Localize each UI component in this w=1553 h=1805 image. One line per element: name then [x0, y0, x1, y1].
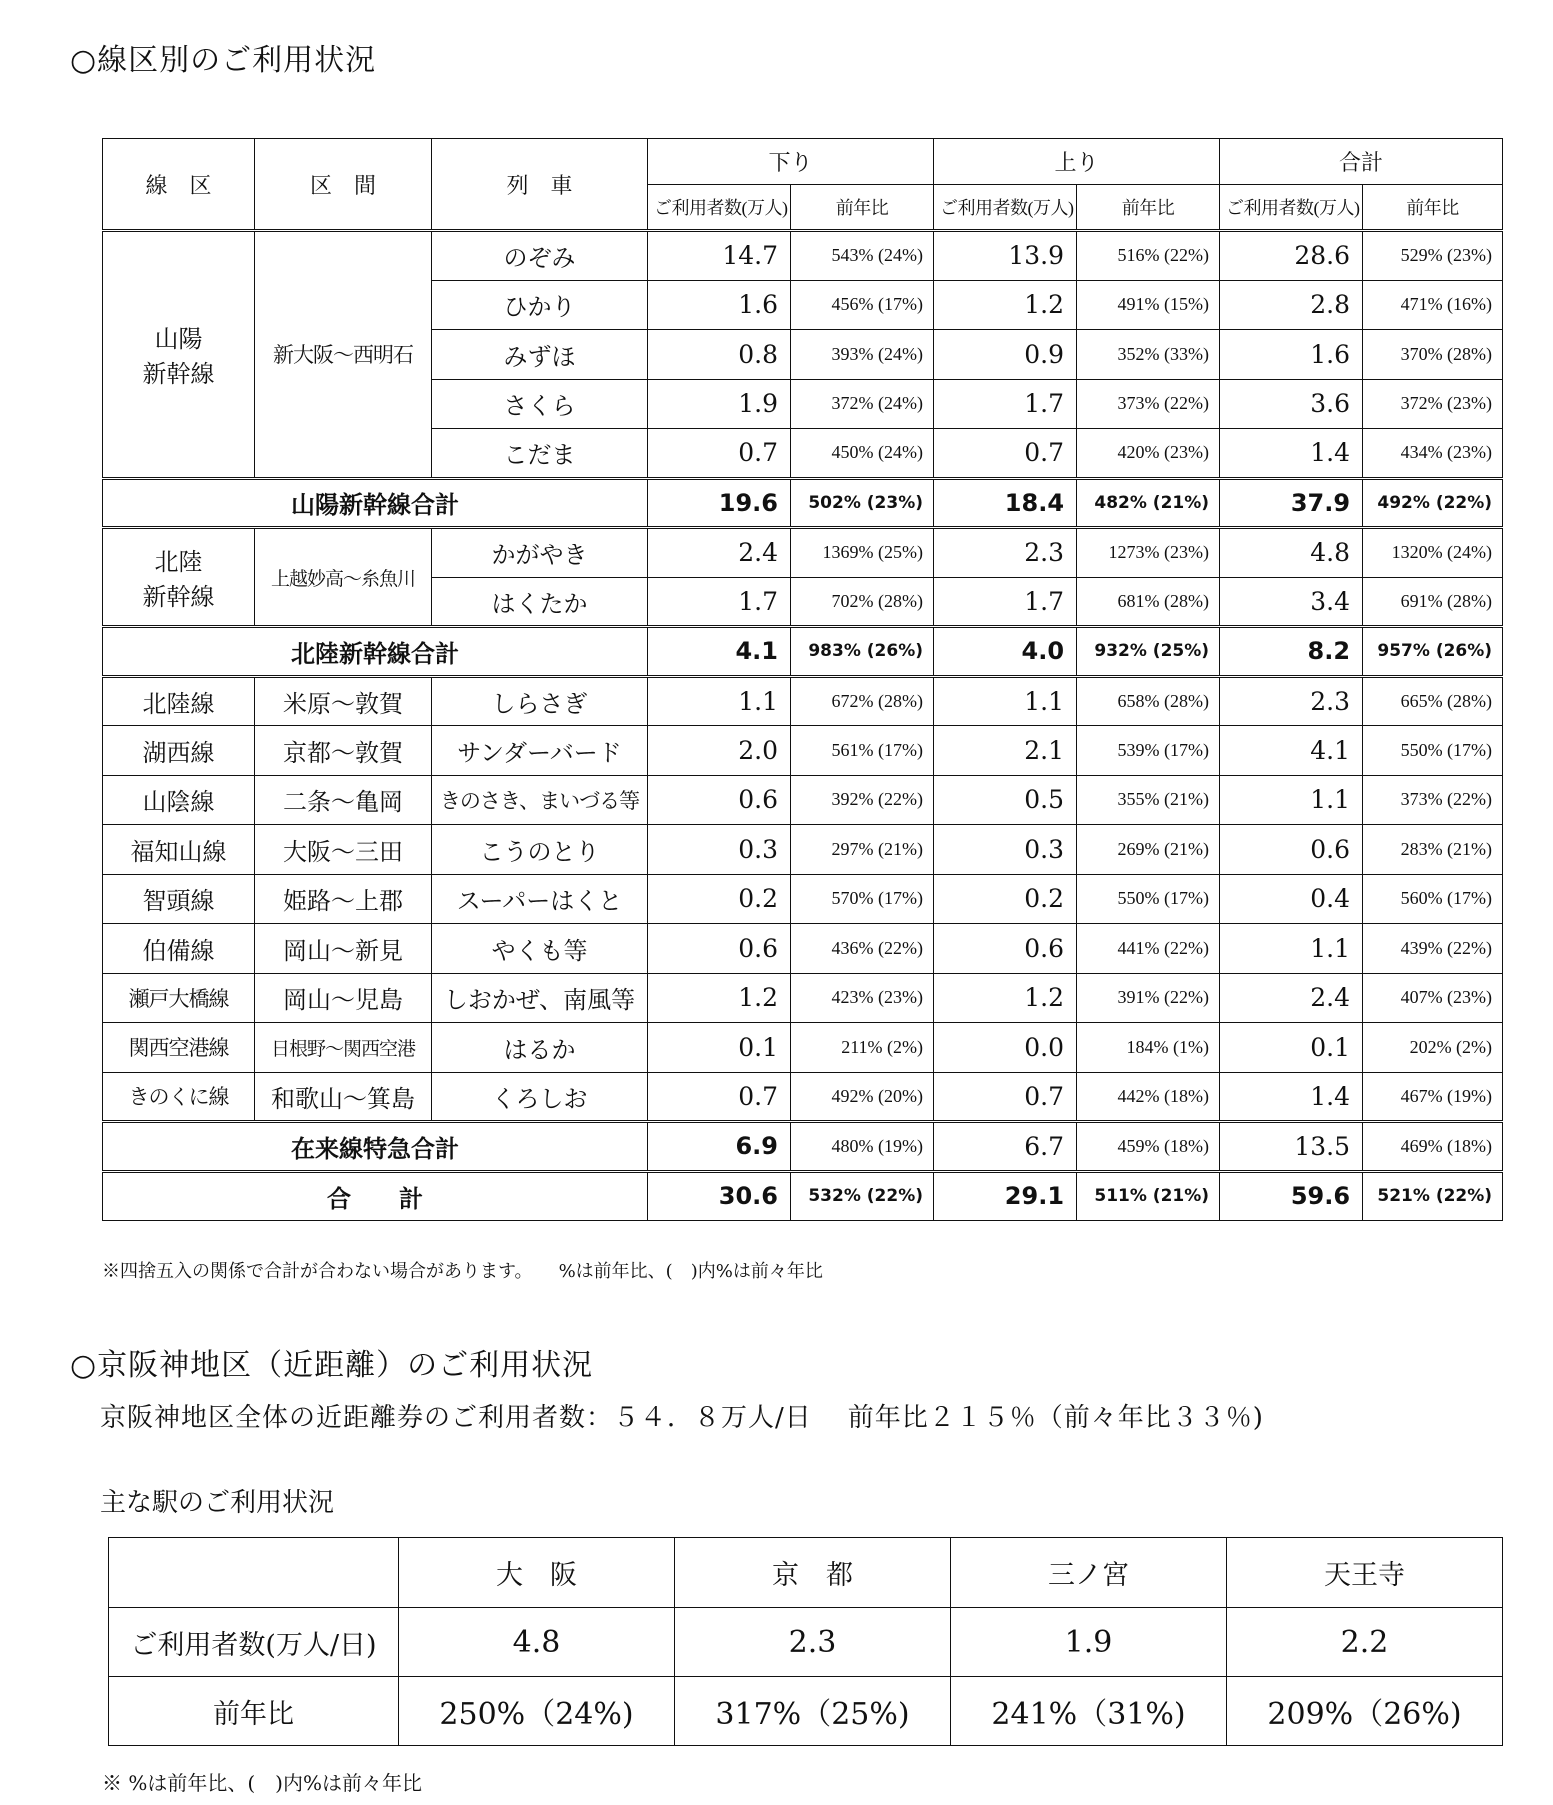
up-yoy: 932% (25%): [1077, 627, 1220, 677]
header-down-yoy: 前年比: [791, 185, 934, 231]
total-yoy: 560% (17%): [1363, 874, 1503, 924]
total-yoy: 202% (2%): [1363, 1023, 1503, 1073]
subtotal-label: 山陽新幹線合計: [103, 478, 648, 528]
total-yoy: 665% (28%): [1363, 676, 1503, 726]
station-yoy: 250%（24%): [399, 1677, 675, 1746]
up-yoy: 352% (33%): [1077, 330, 1220, 380]
total-riders: 28.6: [1220, 231, 1363, 281]
total-riders: 0.6: [1220, 825, 1363, 875]
line-name: 山陽 新幹線: [103, 231, 255, 479]
up-yoy: 539% (17%): [1077, 726, 1220, 776]
section-name: 京都～敦賀: [255, 726, 432, 776]
total-yoy: 529% (23%): [1363, 231, 1503, 281]
line-usage-table: [102, 138, 1503, 1221]
grand-total-label: 合 計: [103, 1171, 648, 1221]
up-riders: 13.9: [934, 231, 1077, 281]
train-name: みずほ: [432, 330, 648, 380]
section-title-keihanshin: ○京阪神地区（近距離）のご利用状況: [70, 1348, 594, 1383]
subtotal-row: [103, 1122, 1503, 1172]
line-name: 瀬戸大橋線: [103, 973, 255, 1023]
down-yoy: 561% (17%): [791, 726, 934, 776]
down-yoy: 702% (28%): [791, 577, 934, 627]
total-yoy: 1320% (24%): [1363, 528, 1503, 578]
train-name: はくたか: [432, 577, 648, 627]
station-riders: 1.9: [951, 1608, 1227, 1677]
total-riders: 1.4: [1220, 429, 1363, 479]
total-riders: 8.2: [1220, 627, 1363, 677]
up-riders: 1.2: [934, 280, 1077, 330]
total-yoy: 370% (28%): [1363, 330, 1503, 380]
up-riders: 1.2: [934, 973, 1077, 1023]
header-down-riders: ご利用者数(万人): [648, 185, 791, 231]
down-riders: 2.0: [648, 726, 791, 776]
row-label-riders: ご利用者数(万人/日): [109, 1608, 399, 1677]
up-yoy: 391% (22%): [1077, 973, 1220, 1023]
header-down: 下り: [648, 139, 934, 185]
station-riders: 2.2: [1227, 1608, 1503, 1677]
section-name: 岡山～児島: [255, 973, 432, 1023]
train-name: くろしお: [432, 1072, 648, 1122]
up-riders: 2.3: [934, 528, 1077, 578]
up-riders: 18.4: [934, 478, 1077, 528]
table-row: [103, 1023, 1503, 1073]
table-row: [103, 231, 1503, 281]
total-riders: 1.4: [1220, 1072, 1363, 1122]
line-name: 智頭線: [103, 874, 255, 924]
total-yoy: 492% (22%): [1363, 478, 1503, 528]
down-yoy: 392% (22%): [791, 775, 934, 825]
up-riders: 6.7: [934, 1122, 1077, 1172]
station-header: 三ノ宮: [951, 1538, 1227, 1608]
total-riders: 2.8: [1220, 280, 1363, 330]
total-riders: 4.1: [1220, 726, 1363, 776]
train-name: のぞみ: [432, 231, 648, 281]
total-riders: 0.1: [1220, 1023, 1363, 1073]
station-header-blank: [109, 1538, 399, 1608]
down-riders: 6.9: [648, 1122, 791, 1172]
up-riders: 0.9: [934, 330, 1077, 380]
line-name: 伯備線: [103, 924, 255, 974]
up-yoy: 1273% (23%): [1077, 528, 1220, 578]
down-riders: 0.7: [648, 1072, 791, 1122]
down-riders: 2.4: [648, 528, 791, 578]
down-yoy: 492% (20%): [791, 1072, 934, 1122]
train-name: しらさぎ: [432, 676, 648, 726]
total-riders: 2.3: [1220, 676, 1363, 726]
section-name: 岡山～新見: [255, 924, 432, 974]
down-yoy: 502% (23%): [791, 478, 934, 528]
total-riders: 1.1: [1220, 775, 1363, 825]
up-yoy: 269% (21%): [1077, 825, 1220, 875]
station-riders: 4.8: [399, 1608, 675, 1677]
up-yoy: 516% (22%): [1077, 231, 1220, 281]
down-riders: 1.9: [648, 379, 791, 429]
header-line: 線 区: [103, 139, 255, 231]
section-name: 和歌山～箕島: [255, 1072, 432, 1122]
up-riders: 4.0: [934, 627, 1077, 677]
up-yoy: 681% (28%): [1077, 577, 1220, 627]
down-yoy: 450% (24%): [791, 429, 934, 479]
down-yoy: 532% (22%): [791, 1171, 934, 1221]
section-name: 姫路～上郡: [255, 874, 432, 924]
down-yoy: 672% (28%): [791, 676, 934, 726]
keihanshin-summary: [100, 1397, 1300, 1434]
total-yoy: 373% (22%): [1363, 775, 1503, 825]
section-title-lines: ○線区別のご利用状況: [70, 43, 377, 78]
total-yoy: 407% (23%): [1363, 973, 1503, 1023]
grand-total-row: [103, 1171, 1503, 1221]
subtotal-row: [103, 478, 1503, 528]
table-row: [103, 825, 1503, 875]
row-label-yoy: 前年比: [109, 1677, 399, 1746]
header-total-riders: ご利用者数(万人): [1220, 185, 1363, 231]
section-name: 日根野～関西空港: [255, 1023, 432, 1073]
table-note: [102, 1257, 849, 1283]
subtotal-label: 在来線特急合計: [103, 1122, 648, 1172]
total-yoy: 467% (19%): [1363, 1072, 1503, 1122]
station-riders: 2.3: [675, 1608, 951, 1677]
total-yoy: 471% (16%): [1363, 280, 1503, 330]
total-yoy: 957% (26%): [1363, 627, 1503, 677]
up-yoy: 482% (21%): [1077, 478, 1220, 528]
down-yoy: 436% (22%): [791, 924, 934, 974]
table-row: [103, 874, 1503, 924]
section-name: 大阪～三田: [255, 825, 432, 875]
subtotal-row: [103, 627, 1503, 677]
header-total-yoy: 前年比: [1363, 185, 1503, 231]
down-yoy: 480% (19%): [791, 1122, 934, 1172]
down-riders: 0.3: [648, 825, 791, 875]
up-riders: 0.0: [934, 1023, 1077, 1073]
line-name: きのくに線: [103, 1072, 255, 1122]
up-riders: 0.7: [934, 429, 1077, 479]
up-riders: 0.2: [934, 874, 1077, 924]
line-name: 山陰線: [103, 775, 255, 825]
header-total: 合計: [1220, 139, 1503, 185]
header-up-yoy: 前年比: [1077, 185, 1220, 231]
train-name: こだま: [432, 429, 648, 479]
total-riders: 1.1: [1220, 924, 1363, 974]
table-row: [103, 726, 1503, 776]
down-riders: 0.8: [648, 330, 791, 380]
up-riders: 1.7: [934, 577, 1077, 627]
station-header: 天王寺: [1227, 1538, 1503, 1608]
down-riders: 0.6: [648, 775, 791, 825]
down-yoy: 570% (17%): [791, 874, 934, 924]
up-riders: 1.1: [934, 676, 1077, 726]
up-yoy: 373% (22%): [1077, 379, 1220, 429]
total-yoy: 439% (22%): [1363, 924, 1503, 974]
train-name: きのさき、まいづる等: [432, 775, 648, 825]
line-name: 福知山線: [103, 825, 255, 875]
total-riders: 4.8: [1220, 528, 1363, 578]
total-yoy: 283% (21%): [1363, 825, 1503, 875]
section-name: 二条～亀岡: [255, 775, 432, 825]
down-riders: 1.6: [648, 280, 791, 330]
train-name: やくも等: [432, 924, 648, 974]
down-riders: 14.7: [648, 231, 791, 281]
down-riders: 30.6: [648, 1171, 791, 1221]
section-name: 上越妙高～糸魚川: [255, 528, 432, 627]
station-header: 大 阪: [399, 1538, 675, 1608]
summary-yoy: 前年比２１５％（前々年比３３％): [847, 1403, 1264, 1433]
train-name: さくら: [432, 379, 648, 429]
table-row: [103, 973, 1503, 1023]
up-riders: 0.6: [934, 924, 1077, 974]
up-riders: 2.1: [934, 726, 1077, 776]
total-yoy: 469% (18%): [1363, 1122, 1503, 1172]
table-row: [103, 528, 1503, 578]
section-name: 新大阪～西明石: [255, 231, 432, 479]
down-riders: 0.2: [648, 874, 791, 924]
total-riders: 2.4: [1220, 973, 1363, 1023]
train-name: かがやき: [432, 528, 648, 578]
up-riders: 0.7: [934, 1072, 1077, 1122]
table-row: [103, 1072, 1503, 1122]
up-riders: 1.7: [934, 379, 1077, 429]
up-yoy: 441% (22%): [1077, 924, 1220, 974]
header-section: 区 間: [255, 139, 432, 231]
table-row: [103, 676, 1503, 726]
down-yoy: 456% (17%): [791, 280, 934, 330]
train-name: しおかぜ、南風等: [432, 973, 648, 1023]
train-name: こうのとり: [432, 825, 648, 875]
up-yoy: 658% (28%): [1077, 676, 1220, 726]
header-up: 上り: [934, 139, 1220, 185]
line-name: 関西空港線: [103, 1023, 255, 1073]
station-yoy: 317%（25%): [675, 1677, 951, 1746]
total-yoy: 434% (23%): [1363, 429, 1503, 479]
total-riders: 1.6: [1220, 330, 1363, 380]
down-yoy: 297% (21%): [791, 825, 934, 875]
train-name: はるか: [432, 1023, 648, 1073]
summary-riders: 京阪神地区全体の近距離券のご利用者数：５４．８万人/日: [100, 1403, 812, 1433]
up-yoy: 420% (23%): [1077, 429, 1220, 479]
table-note-rounding: ※四捨五入の関係で合計が合わない場合があります。: [102, 1261, 533, 1282]
total-riders: 37.9: [1220, 478, 1363, 528]
total-riders: 0.4: [1220, 874, 1363, 924]
down-riders: 0.7: [648, 429, 791, 479]
up-yoy: 184% (1%): [1077, 1023, 1220, 1073]
down-yoy: 423% (23%): [791, 973, 934, 1023]
down-yoy: 543% (24%): [791, 231, 934, 281]
up-yoy: 550% (17%): [1077, 874, 1220, 924]
down-riders: 19.6: [648, 478, 791, 528]
down-yoy: 1369% (25%): [791, 528, 934, 578]
down-riders: 4.1: [648, 627, 791, 677]
down-yoy: 393% (24%): [791, 330, 934, 380]
up-yoy: 511% (21%): [1077, 1171, 1220, 1221]
up-yoy: 491% (15%): [1077, 280, 1220, 330]
total-riders: 59.6: [1220, 1171, 1363, 1221]
total-riders: 3.6: [1220, 379, 1363, 429]
down-riders: 1.2: [648, 973, 791, 1023]
down-yoy: 983% (26%): [791, 627, 934, 677]
line-name: 湖西線: [103, 726, 255, 776]
table-row: [103, 924, 1503, 974]
line-name: 北陸 新幹線: [103, 528, 255, 627]
train-name: スーパーはくと: [432, 874, 648, 924]
train-name: ひかり: [432, 280, 648, 330]
down-yoy: 372% (24%): [791, 379, 934, 429]
down-yoy: 211% (2%): [791, 1023, 934, 1073]
down-riders: 1.7: [648, 577, 791, 627]
down-riders: 0.6: [648, 924, 791, 974]
total-yoy: 550% (17%): [1363, 726, 1503, 776]
line-name: 北陸線: [103, 676, 255, 726]
station-yoy: 209%（26%): [1227, 1677, 1503, 1746]
total-yoy: 372% (23%): [1363, 379, 1503, 429]
header-up-riders: ご利用者数(万人): [934, 185, 1077, 231]
stations-subtitle: 主な駅のご利用状況: [100, 1488, 335, 1518]
up-yoy: 355% (21%): [1077, 775, 1220, 825]
up-riders: 0.3: [934, 825, 1077, 875]
header-train: 列 車: [432, 139, 648, 231]
table-row: [103, 775, 1503, 825]
down-riders: 1.1: [648, 676, 791, 726]
total-riders: 13.5: [1220, 1122, 1363, 1172]
up-riders: 0.5: [934, 775, 1077, 825]
train-name: サンダーバード: [432, 726, 648, 776]
station-header: 京 都: [675, 1538, 951, 1608]
total-yoy: 521% (22%): [1363, 1171, 1503, 1221]
up-yoy: 442% (18%): [1077, 1072, 1220, 1122]
section-name: 米原～敦賀: [255, 676, 432, 726]
total-yoy: 691% (28%): [1363, 577, 1503, 627]
up-yoy: 459% (18%): [1077, 1122, 1220, 1172]
total-riders: 3.4: [1220, 577, 1363, 627]
subtotal-label: 北陸新幹線合計: [103, 627, 648, 677]
down-riders: 0.1: [648, 1023, 791, 1073]
station-yoy: 241%（31%): [951, 1677, 1227, 1746]
station-usage-table: [108, 1537, 1503, 1746]
stations-note: ※ %は前年比、( )内%は前々年比: [102, 1771, 422, 1795]
table-note-percent: %は前年比、( )内%は前々年比: [558, 1261, 823, 1282]
up-riders: 29.1: [934, 1171, 1077, 1221]
